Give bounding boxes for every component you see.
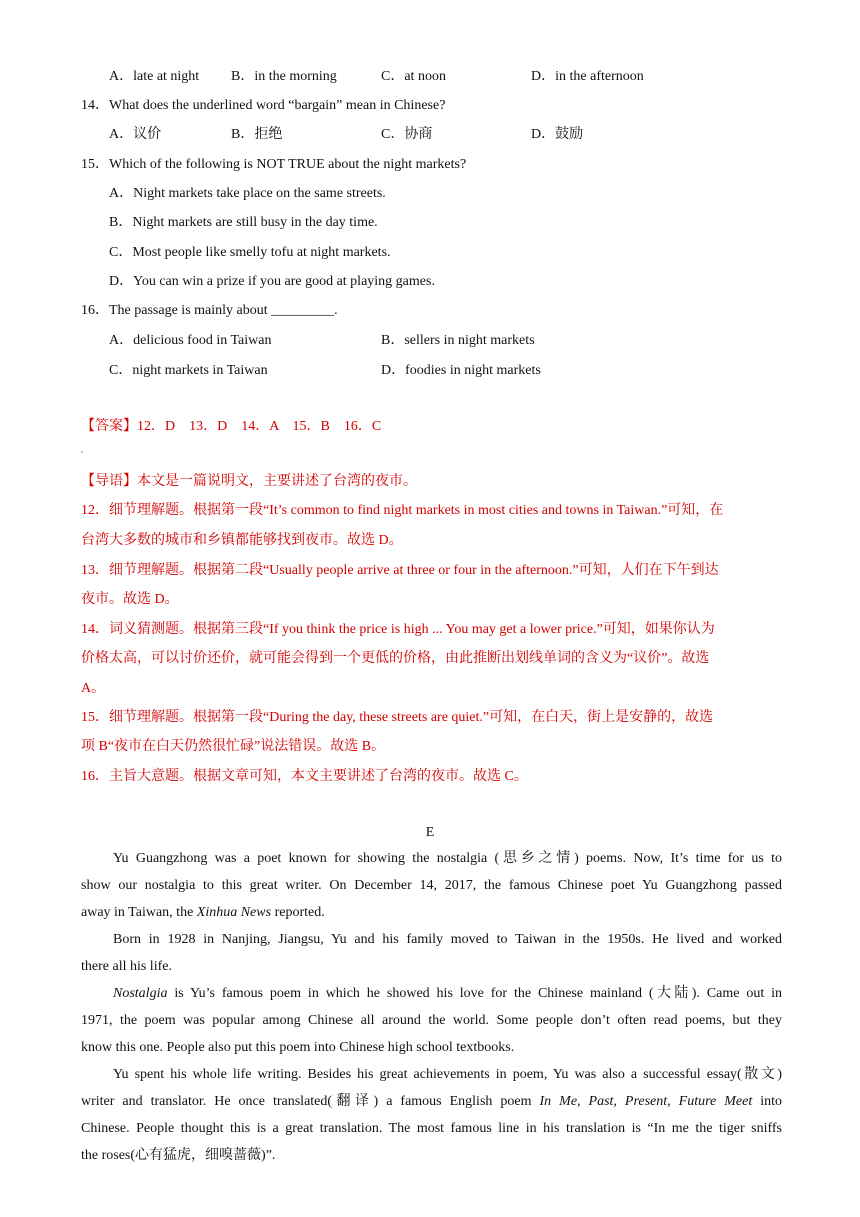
explanation-line: 16．主旨大意题。根据文章可知，本文主要讲述了台湾的夜市。故选 C。	[81, 769, 528, 784]
q16-question: 16．The passage is mainly about _________.	[81, 303, 338, 318]
poem-title: In Me, Past, Present, Future Meet	[539, 1094, 753, 1109]
q15-option-d: D．You can win a prize if you are good at playing games.	[109, 274, 435, 289]
paragraph-line: 1971, the poem was popular among Chinese all around the world. Some people don’t often read poems, but they	[81, 1013, 782, 1028]
paragraph-line: know this one. People also put this poem into Chinese high school textbooks.	[81, 1040, 515, 1055]
passage-heading: E	[425, 825, 435, 840]
answer-line	[81, 418, 381, 436]
passage-paragraph-1	[81, 845, 782, 926]
q15-option-a: A．Night markets take place on the same streets.	[109, 186, 386, 201]
q14-option-d: D．鼓励	[531, 127, 584, 142]
explanation-line: 13．细节理解题。根据第二段“Usually people arrive at three or four in the afternoon.”可知，人们在下午到达	[81, 563, 719, 578]
poem-title: Nostalgia	[113, 986, 168, 1001]
q14-option-a: A．议价	[109, 127, 162, 142]
intro-line	[81, 473, 417, 491]
intro-text: 本文是一篇说明文，主要讲述了台湾的夜市。	[137, 474, 417, 489]
stray-mark	[81, 451, 83, 453]
q15-question: 15．Which of the following is NOT TRUE about the night markets?	[81, 157, 467, 172]
paragraph-line	[81, 899, 782, 926]
paragraph-line: show our nostalgia to this great writer. On December 14, 2017, the famous Chinese poet Yu Guangzhong passed	[81, 878, 782, 893]
q13-option-b: B．in the morning	[231, 69, 337, 84]
q14-option-b: B．拒绝	[231, 127, 283, 142]
text-run: reported.	[271, 905, 325, 920]
paragraph-line: the roses(心有猛虎，细嗅蔷薇)”.	[81, 1148, 276, 1163]
q16-option-c: C．night markets in Taiwan	[109, 363, 268, 378]
text-run: is Yu’s famous poem in which he showed his love for the Chinese mainland (大陆). Came out in	[167, 986, 782, 1001]
passage-paragraph-2	[81, 926, 782, 980]
q15-option-b: B．Night markets are still busy in the day time.	[109, 215, 378, 230]
q16-option-d: D．foodies in night markets	[381, 363, 541, 378]
q13-option-a: A．late at night	[109, 69, 200, 84]
explanation-line: 夜市。故选 D。	[81, 592, 179, 607]
answer-label: 【答案】	[81, 419, 137, 434]
q15-option-c: C．Most people like smelly tofu at night markets.	[109, 245, 391, 260]
paragraph-line: Yu spent his whole life writing. Besides his great achievements in poem, Yu was also a successful essay(散文)	[113, 1067, 782, 1082]
q16-option-a: A．delicious food in Taiwan	[109, 333, 272, 348]
paragraph-line: Born in 1928 in Nanjing, Jiangsu, Yu and his family moved to Taiwan in the 1950s. He lived and worked	[113, 932, 782, 947]
paragraph-line: Chinese. People thought this is a great translation. The most famous line in his translation is “In me the tiger sniffs	[81, 1121, 782, 1136]
explanation-line: 台湾大多数的城市和乡镇都能够找到夜市。故选 D。	[81, 533, 403, 548]
explanation-line: 12．细节理解题。根据第一段“It’s common to find night markets in most cities and towns in Taiwan.”可知，在	[81, 503, 724, 518]
q13-option-d: D．in the afternoon	[531, 69, 644, 84]
answer-text: 12．D 13．D 14．A 15．B 16．C	[137, 419, 382, 434]
passage-paragraph-3	[81, 980, 782, 1061]
explanation-line: 项 B“夜市在白天仍然很忙碌”说法错误。故选 B。	[81, 739, 386, 754]
q14-option-c: C．协商	[381, 127, 433, 142]
q16-option-b: B．sellers in night markets	[381, 333, 535, 348]
explanation-line: 15．细节理解题。根据第一段“During the day, these streets are quiet.”可知，在白天，街上是安静的，故选	[81, 710, 714, 725]
publication-title: Xinhua News	[196, 905, 272, 920]
explanation-line: 价格太高，可以讨价还价，就可能会得到一个更低的价格，由此推断出划线单词的含义为“议价”。故选	[81, 651, 710, 666]
explanation-line: A。	[81, 681, 106, 696]
paragraph-line: there all his life.	[81, 959, 172, 974]
paragraph-line	[81, 1088, 782, 1115]
intro-label: 【导语】	[81, 474, 137, 489]
text-run: away in Taiwan, the	[81, 905, 197, 920]
text-run: writer and translator. He once translated(翻译) a famous English poem	[81, 1094, 540, 1109]
explanation-line: 14．词义猜测题。根据第三段“If you think the price is high ... You may get a lower price.”可知，如果你认为	[81, 622, 715, 637]
q14-question: 14．What does the underlined word “bargain” mean in Chinese?	[81, 98, 446, 113]
passage-paragraph-4	[81, 1061, 782, 1169]
paragraph-line: Yu Guangzhong was a poet known for showing the nostalgia (思乡之情) poems. Now, It’s time for us to	[113, 851, 782, 866]
paragraph-line	[81, 980, 782, 1007]
text-run: into	[752, 1094, 782, 1109]
q13-option-c: C．at noon	[381, 69, 446, 84]
